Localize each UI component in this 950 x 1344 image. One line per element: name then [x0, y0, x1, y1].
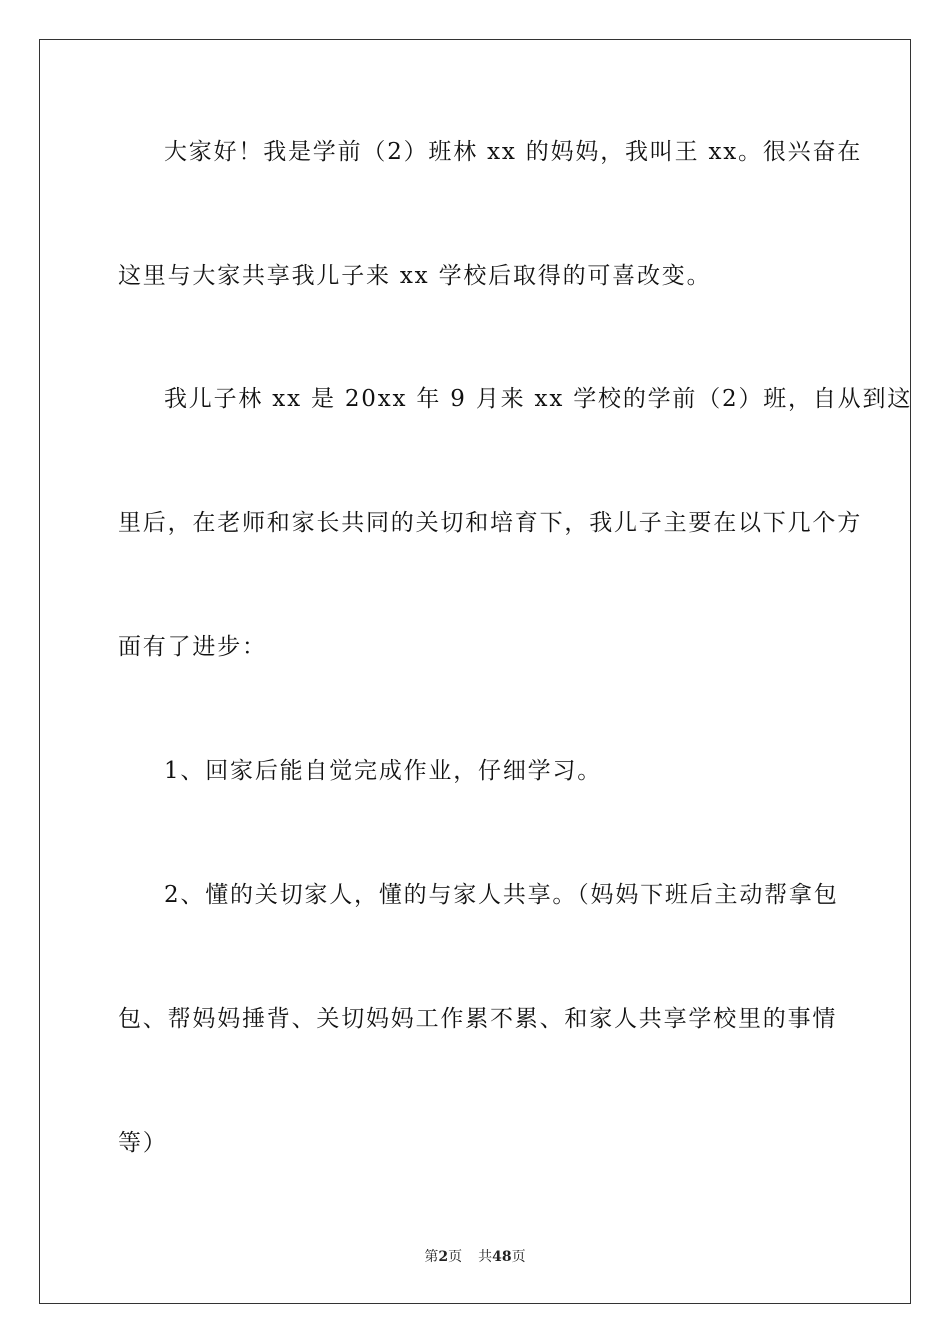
page-number: 2 — [438, 1249, 449, 1265]
page-footer — [0, 1248, 950, 1266]
paragraph-line: 面有了进步： — [118, 634, 267, 660]
paragraph-line: 等） — [118, 1130, 168, 1156]
list-item-1: 1、回家后能自觉完成作业，仔细学习。 — [164, 758, 603, 784]
page-border — [39, 39, 911, 1304]
total-pages: 48 — [492, 1249, 512, 1265]
page-prefix: 第 — [424, 1249, 439, 1265]
total-prefix: 共 — [478, 1249, 493, 1265]
paragraph-line: 里后，在老师和家长共同的关切和培育下，我儿子主要在以下几个方 — [118, 510, 862, 536]
list-item-2: 2、懂的关切家人，懂的与家人共享。（妈妈下班后主动帮拿包 — [164, 882, 839, 908]
paragraph-line: 包、帮妈妈捶背、关切妈妈工作累不累、和家人共享学校里的事情 — [118, 1006, 838, 1032]
paragraph-line: 我儿子林 xx 是 20xx 年 9 月来 xx 学校的学前（2）班，自从到这 — [164, 386, 913, 412]
paragraph-line: 这里与大家共享我儿子来 xx 学校后取得的可喜改变。 — [118, 263, 712, 289]
page-suffix: 页 — [448, 1249, 463, 1265]
total-suffix: 页 — [511, 1249, 526, 1265]
paragraph-line: 大家好！我是学前（2）班林 xx 的妈妈，我叫王 xx。很兴奋在 — [164, 139, 863, 165]
